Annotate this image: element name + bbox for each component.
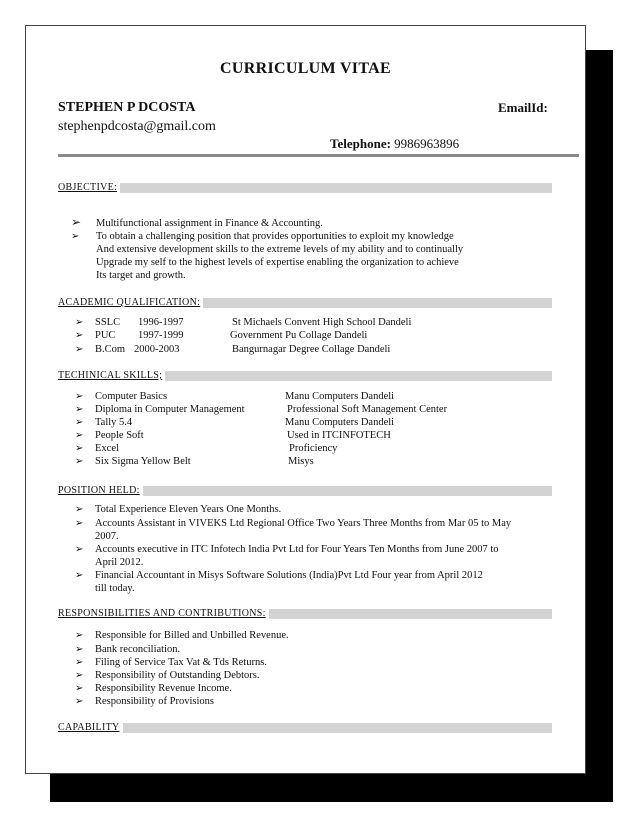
bullet-arrow-icon: ➢ [75, 344, 84, 355]
skill-name: Six Sigma Yellow Belt [95, 456, 191, 467]
telephone-label: Telephone: [330, 136, 391, 151]
academic-years: 1996-1997 [138, 317, 184, 328]
bullet-arrow-icon: ➢ [75, 504, 84, 515]
objective-line: Multifunctional assignment in Finance & Accounting. [96, 218, 323, 229]
skill-detail: Manu Computers Dandeli [285, 391, 395, 402]
section-heading: CAPABILITY [58, 721, 123, 734]
bullet-arrow-icon: ➢ [75, 391, 84, 402]
bullet-arrow-icon: ➢ [75, 404, 84, 415]
skill-name: People Soft [95, 430, 144, 441]
skill-name: Tally 5.4 [95, 417, 133, 428]
section-heading: OBJECTIVE: [58, 181, 120, 194]
academic-institution: St Michaels Convent High School Dandeli [232, 317, 412, 328]
candidate-name: STEPHEN P DCOSTA [58, 100, 196, 115]
academic-years: 2000-2003 [134, 344, 180, 355]
bullet-arrow-icon: ➢ [75, 518, 84, 529]
academic-years: 1997-1999 [138, 330, 184, 341]
responsibility-item: Responsible for Billed and Unbilled Revenue. [95, 630, 289, 641]
telephone-number: 9986963896 [394, 136, 460, 151]
email-address[interactable]: stephenpdcosta@gmail.com [58, 119, 216, 134]
responsibility-item: Responsibility Revenue Income. [95, 683, 232, 694]
section-heading: ACADEMIC QUALIFICATION: [58, 296, 203, 309]
position-line: Total Experience Eleven Years One Months. [95, 504, 282, 515]
position-line: till today. [95, 583, 135, 594]
bullet-arrow-icon: ➢ [75, 456, 84, 467]
section-heading: POSITION HELD: [58, 484, 143, 497]
section-capability-header [58, 723, 552, 733]
skill-name: Diploma in Computer Management [95, 404, 245, 415]
bullet-arrow-icon: ➢ [71, 231, 80, 242]
bullet-arrow-icon: ➢ [75, 317, 84, 328]
responsibility-item: Bank reconciliation. [95, 644, 181, 655]
skill-name: Computer Basics [95, 391, 168, 402]
telephone-line [330, 136, 459, 152]
bullet-arrow-icon: ➢ [71, 215, 82, 229]
section-heading: TECHINICAL SKILLS; [58, 369, 165, 382]
objective-line: Its target and growth. [96, 270, 186, 281]
academic-institution: Government Pu Collage Dandeli [230, 330, 368, 341]
position-line: Accounts Assistant in VIVEKS Ltd Regional Office Two Years Three Months from Mar 05 to May [95, 518, 512, 529]
bullet-arrow-icon: ➢ [75, 670, 84, 681]
bullet-arrow-icon: ➢ [75, 417, 84, 428]
responsibility-item: Responsibility of Provisions [95, 696, 215, 707]
section-heading: RESPONSIBILITIES AND CONTRIBUTIONS: [58, 607, 269, 620]
bullet-arrow-icon: ➢ [75, 696, 84, 707]
bullet-arrow-icon: ➢ [75, 570, 84, 581]
header-rule [58, 154, 579, 157]
responsibility-item: Responsibility of Outstanding Debtors. [95, 670, 260, 681]
academic-degree: SSLC [95, 317, 121, 328]
academic-institution: Bangurnagar Degree Collage Dandeli [232, 344, 391, 355]
skill-name: Excel [95, 443, 119, 454]
responsibility-item: Filing of Service Tax Vat & Tds Returns. [95, 657, 267, 668]
position-line: Financial Accountant in Misys Software Solutions (India)Pvt Ltd Four year from April 2012 [95, 570, 483, 581]
academic-degree: PUC [95, 330, 116, 341]
section-academic-header [58, 298, 552, 308]
skill-detail: Proficiency [289, 443, 338, 454]
position-line: April 2012. [95, 557, 144, 568]
objective-line: To obtain a challenging position that provides opportunities to exploit my knowledge [96, 231, 454, 242]
bullet-arrow-icon: ➢ [75, 683, 84, 694]
email-label: EmailId: [498, 100, 548, 115]
skill-detail: Misys [288, 456, 314, 467]
position-line: Accounts executive in ITC Infotech India Pvt Ltd for Four Years Ten Months from June 2007 to [95, 544, 499, 555]
skill-detail: Manu Computers Dandeli [285, 417, 395, 428]
academic-degree: B.Com [95, 344, 126, 355]
bullet-arrow-icon: ➢ [75, 430, 84, 441]
bullet-arrow-icon: ➢ [75, 330, 84, 341]
section-responsibilities-header [58, 609, 552, 619]
bullet-arrow-icon: ➢ [75, 657, 84, 668]
section-position-header [58, 486, 552, 496]
bullet-arrow-icon: ➢ [75, 443, 84, 454]
resume-page [25, 25, 586, 774]
section-technical-header [58, 371, 552, 381]
bullet-arrow-icon: ➢ [75, 630, 84, 641]
skill-detail: Professional Soft Management Center [287, 404, 448, 415]
document-title: CURRICULUM VITAE [220, 60, 391, 77]
bullet-arrow-icon: ➢ [75, 644, 84, 655]
objective-line: Upgrade my self to the highest levels of expertise enabling the organization to achieve [96, 257, 459, 268]
objective-line: And extensive development skills to the extreme levels of my ability and to continually [96, 244, 464, 255]
bullet-arrow-icon: ➢ [75, 544, 84, 555]
section-objective-header [58, 183, 552, 193]
skill-detail: Used in ITCINFOTECH [287, 430, 391, 441]
position-line: 2007. [95, 531, 119, 542]
